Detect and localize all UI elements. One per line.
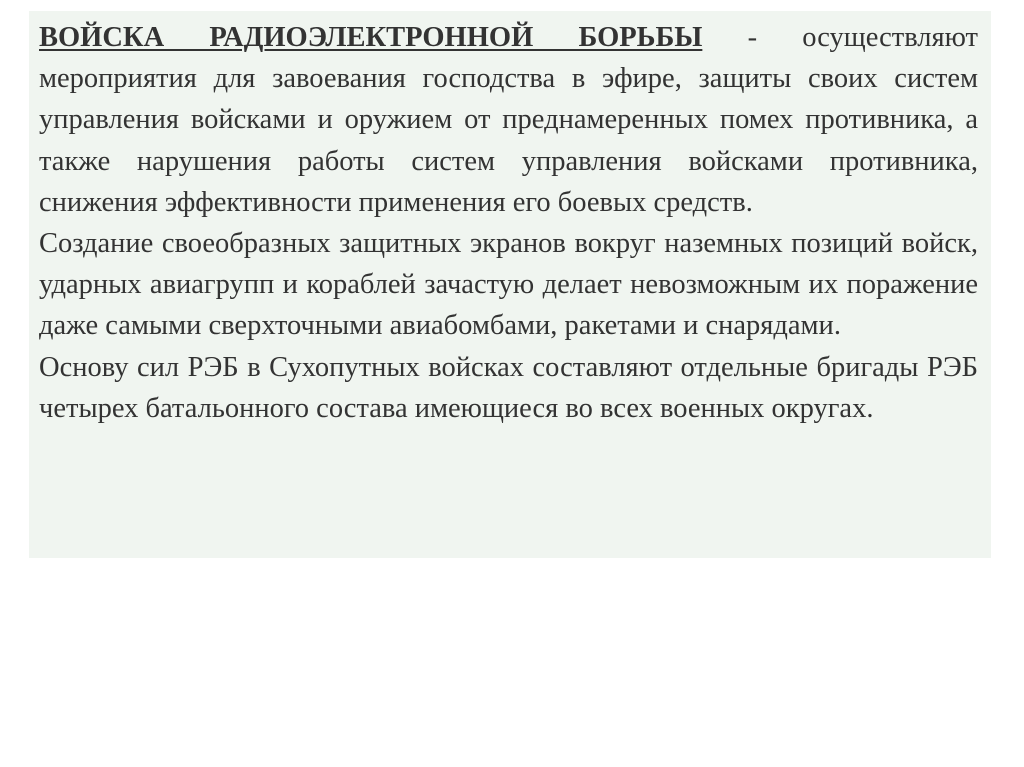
paragraph-definition [39,17,978,223]
text-box [29,11,991,558]
paragraph-screens: Создание своеобразных защитных экранов вокруг наземных позиций войск, ударных авиагрупп и кораблей зачастую делает невозможным их поражение даже самыми сверхточными авиабомбами, ракетами и снарядами. [39,228,978,342]
paragraph-forces: Основу сил РЭБ в Сухопутных войсках составляют отдельные бригады РЭБ четырех батальонного состава имеющиеся во всех военных округах. [39,351,978,424]
term-heading: ВОЙСКА РАДИОЭЛЕКТРОННОЙ БОРЬБЫ [39,22,703,53]
definition-text: - осуществляют мероприятия для завоевания господства в эфире, защиты своих систем управления войсками и оружием от преднамеренных помех противника, а также нарушения работы систем управления войсками противника, снижения эффективности применения его боевых средств. [39,22,978,218]
